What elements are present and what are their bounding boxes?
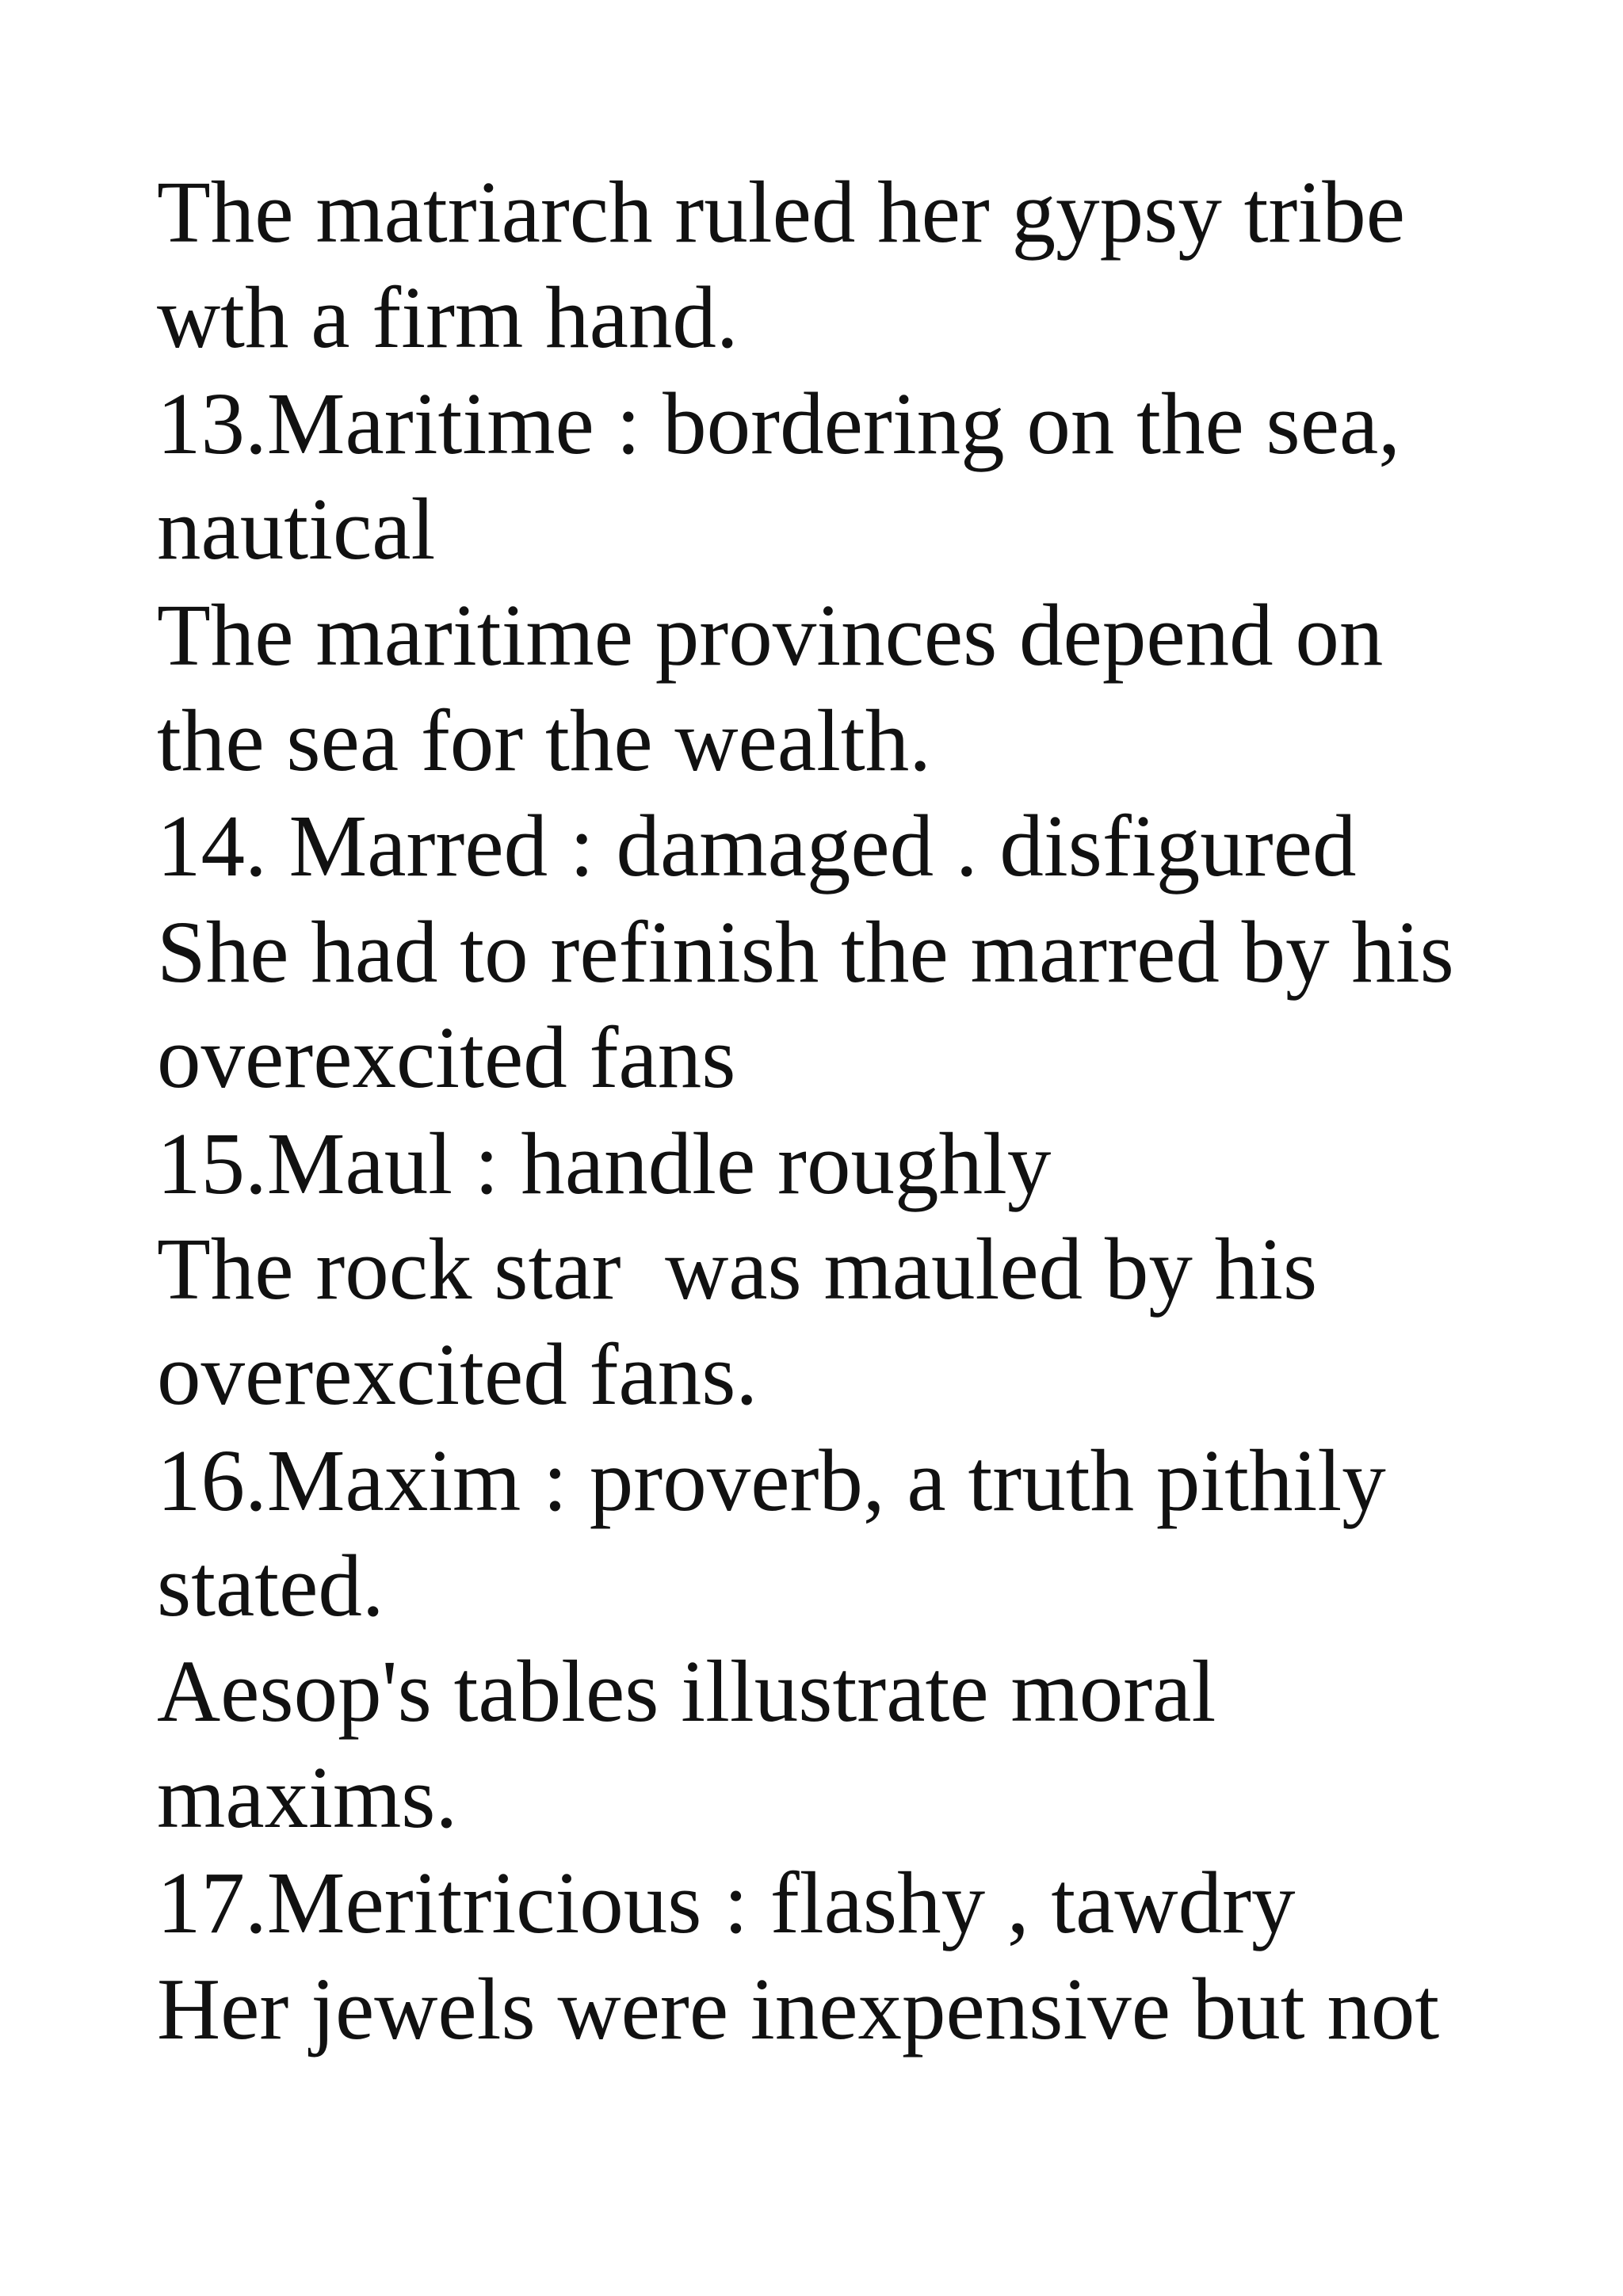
example-sentence: Aesop's tables illustrate moral: [157, 1643, 1216, 1741]
example-sentence: The rock star was mauled by his: [157, 1220, 1318, 1318]
text-line: nautical: [157, 481, 436, 579]
text-line: maxims.: [157, 1749, 458, 1847]
entry-heading-17: 17.Meritricious : flashy , tawdry: [157, 1855, 1296, 1953]
text-line: stated.: [157, 1538, 384, 1636]
text-line: the sea for the wealth.: [157, 692, 931, 790]
entry-heading-15: 15.Maul : handle roughly: [157, 1115, 1052, 1213]
example-sentence: Her jewels were inexpensive but not: [157, 1960, 1440, 2058]
entry-heading-13: 13.Maritime : bordering on the sea,: [157, 375, 1401, 473]
text-line: overexcited fans.: [157, 1326, 758, 1425]
text-line: wth a firm hand.: [157, 269, 739, 368]
text-line: overexcited fans: [157, 1009, 736, 1108]
text-line: The matriarch ruled her gypsy tribe: [157, 164, 1405, 261]
document-text: [157, 160, 1583, 2062]
entry-heading-14: 14. Marred : damaged . disfigured: [157, 798, 1357, 896]
example-sentence: The maritime provinces depend on: [157, 586, 1384, 685]
entry-heading-16: 16.Maxim : proverb, a truth pithily: [157, 1432, 1386, 1530]
example-sentence: She had to refinish the marred by his: [157, 903, 1454, 1001]
